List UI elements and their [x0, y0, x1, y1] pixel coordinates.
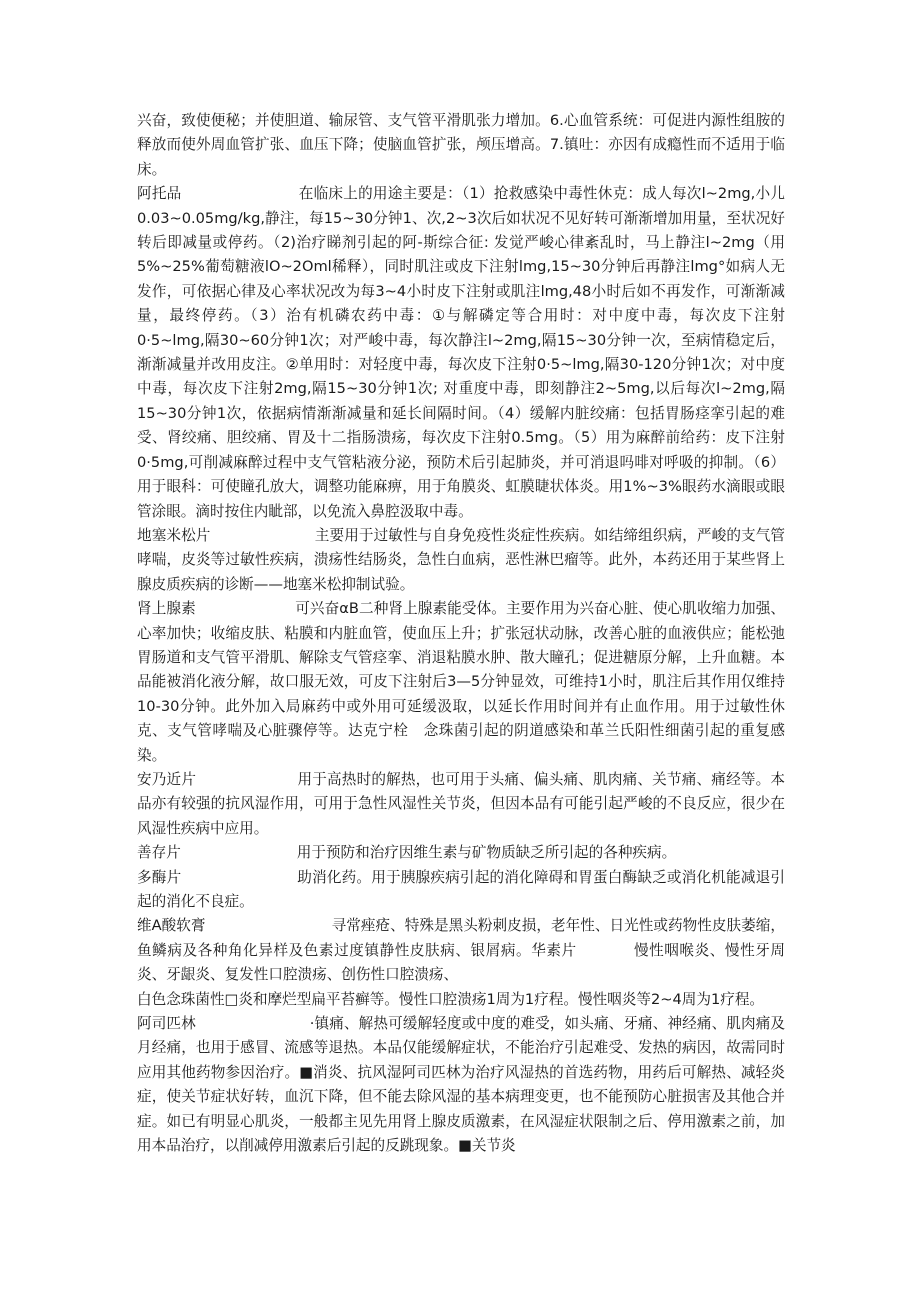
paragraph-centrum: 善存片 用于预防和治疗因维生素与矿物质缺乏所引起的各种疾病。 — [137, 844, 677, 862]
paragraph-intro-continuation: 兴奋，致使便秘；并使胆道、输尿管、支气管平滑肌张力增加。6.心血管系统：可促进内源性组胺的释放而使外周血管扩张、血压下降；使脑血管扩张，颅压增高。7.镇吐：亦因有成瘾性而不适用于临床。 — [137, 112, 785, 178]
paragraph-aspirin: 阿司匹林 ·镇痛、解热可缓解轻度或中度的难受，如头痛、牙痛、神经痛、肌肉痛及月经痛，也用于感冒、流感等退热。本品仅能缓解症状，不能治疗引起难受、发热的病因，故需同时应用其他药物参因治疗。■消炎、抗风湿阿司匹林为治疗风湿热的首选药物，用药后可解热、减轻炎症，使关节症状好转，血沉下降，但不能去除风湿的基本病理变更，也不能预防心脏损害及其他合并症。如已有明显心肌炎，一般都主见先用肾上腺皮质激素，在风湿症状限制之后、停用激素之前，加用本品治疗，以削减停用激素后引起的反跳现象。■关节炎 — [137, 1015, 785, 1155]
paragraph-dexamethasone: 地塞米松片 主要用于过敏性与自身免疫性炎症性疾病。如结缔组织病，严峻的支气管哮喘，皮炎等过敏性疾病，溃疡性结肠炎，急性白血病，恶性淋巴瘤等。此外，本药还用于某些肾上腺皮质疾病的诊断——地塞米松抑制试验。 — [137, 526, 785, 593]
paragraph-atropine: 阿托品 在临床上的用途主要是：（1）抢救感染中毒性休克：成人每次l~2mg,小儿0.03~0.05mg/kg,静注，每15~30分钟1、次,2~3次后如状况不见好转可渐渐增加用量，至状况好转后即减量或停药。（2)治疗睇剂引起的阿-斯综合征: 发觉严峻心律紊乱时，马上静注l~2mg（用5%~25%葡萄糖液lO~2Oml稀释），同时肌注或皮下注射lmg,15~30分钟后再静注lmg°如病人无发作，可依据心律及心率状况改为每3~4小时皮下注射或肌注lmg,48小时后如不再发作，可渐渐减量，最终停药。（3）治有机磷农药中毒：①与解磷定等合用时：对中度中毒，每次皮下注射0·5~lmg,隔30~60分钟1次；对严峻中毒，每次静注l~2mg,隔15~30分钟一次，至病情稳定后，渐渐减量并改用皮注。②单用时：对轻度中毒，每次皮下注射0·5~lmg,隔30-120分钟1次；对中度中毒，每次皮下注射2mg,隔15~30分钟1次; 对重度中毒，即刻静注2~5mg,以后每次l~2mg,隔15~30分钟1次，依据病情渐渐减量和延长间隔时间。（4）缓解内脏绞痛：包括胃肠痉挛引起的难受、肾绞痛、胆绞痛、胃及十二指肠溃疡，每次皮下注射0.5mg。（5）用为麻醉前给药：皮下注射0·5mg,可削减麻醉过程中支气管粘液分泌，预防术后引起肺炎，并可消退吗啡对呼吸的抑制。（6）用于眼科：可使瞳孔放大，调整功能麻痹，用于角膜炎、虹膜睫状体炎。用1%~3%眼药水滴眼或眼管涂眼。滴时按住内眦部，以免流入鼻腔汲取中毒。 — [137, 185, 785, 520]
paragraph-epinephrine: 肾上腺素 可兴奋αB二种肾上腺素能受体。主要作用为兴奋心脏、使心肌收缩力加强、心率加快；收缩皮肤、粘膜和内脏血管，使血压上升；扩张冠状动脉，改善心脏的血液供应；能松弛胃肠道和支气管平滑肌、解除支气管痉挛、消退粘膜水肿、散大瞳孔；促进糖原分解，上升血糖。本品能被消化液分解，故口服无效，可皮下注射后3—5分钟显效，可维持1小时，肌注后其作用仅维持10-30分钟。此外加入局麻药中或外用可延缓汲取，以延长作用时间并有止血作用。用于过敏性休克、支气管哮喘及心脏骤停等。达克宁栓 念珠菌引起的阴道感染和革兰氏阳性细菌引起的重复感染。 — [137, 600, 785, 764]
document-body — [137, 109, 785, 1158]
paragraph-tretinoin: 维A酸软膏 寻常痤疮、特殊是黑头粉刺皮损，老年性、日光性或药物性皮肤萎缩，鱼鳞病及各种角化异样及色素过度镇静性皮肤病、银屑病。华素片 慢性咽喉炎、慢性牙周炎、牙龈炎、复发性口腔溃疡、创伤性口腔溃疡、 — [137, 917, 785, 984]
paragraph-candida: 白色念珠菌性□炎和摩烂型扁平苔癣等。慢性口腔溃疡1周为1疗程。慢性咽炎等2~4周为1疗程。 — [137, 990, 765, 1008]
paragraph-multienzyme: 多酶片 助消化药。用于胰腺疾病引起的消化障碍和胃蛋白酶缺乏或消化机能减退引起的消化不良症。 — [137, 868, 785, 910]
paragraph-analgin: 安乃近片 用于高热时的解热，也可用于头痛、偏头痛、肌肉痛、关节痛、痛经等。本品亦有较强的抗风湿作用，可用于急性风湿性关节炎，但因本品有可能引起严峻的不良反应，很少在风湿性疾病中应用。 — [137, 770, 785, 837]
